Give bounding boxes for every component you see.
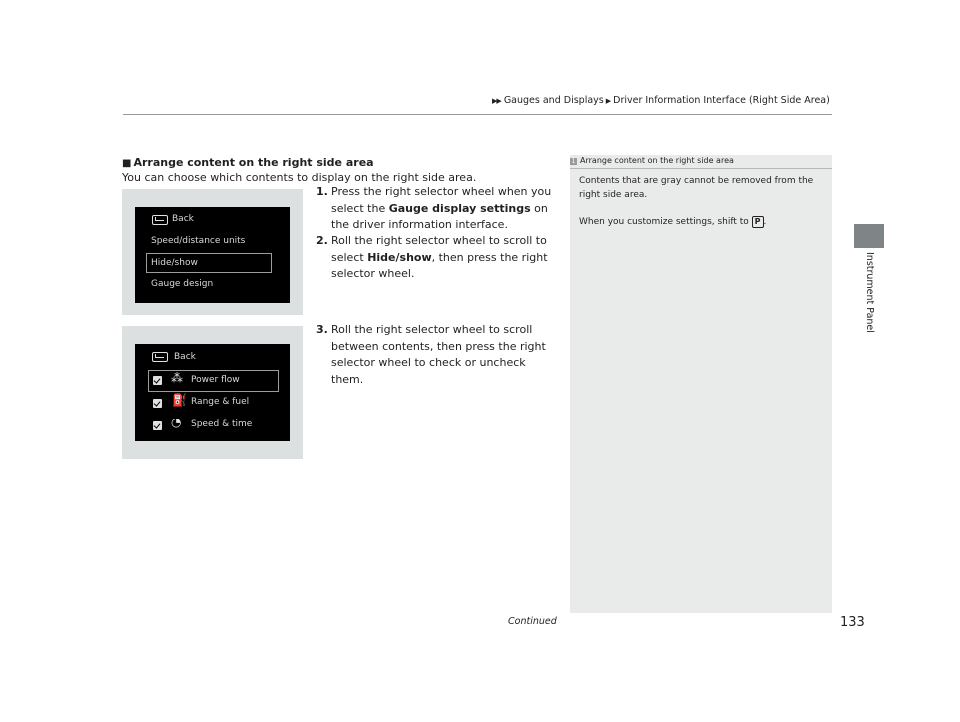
chapter-label-text: Instrument Panel — [864, 252, 875, 333]
breadcrumb-item[interactable]: Gauges and Displays — [503, 95, 604, 106]
breadcrumb-item[interactable]: Driver Information Interface (Right Side Area) — [613, 95, 830, 106]
park-key-icon: P — [752, 216, 764, 228]
menu-item-speed-distance[interactable]: Speed/distance units — [151, 236, 246, 246]
breadcrumb — [492, 95, 830, 106]
step-text: Roll the right selector wheel to scroll between contents, then press the right selector wheel to check or uncheck them. — [331, 323, 546, 386]
page-number: 133 — [840, 615, 865, 630]
step-number: 2. — [316, 234, 328, 247]
back-icon — [152, 352, 168, 362]
partial-row-clip — [135, 419, 290, 433]
square-bullet-icon: ■ — [122, 158, 132, 169]
checkbox-checked-icon[interactable] — [153, 376, 162, 385]
note-paragraph-2: When you customize settings, shift to P . — [579, 217, 767, 227]
step-number: 3. — [316, 323, 328, 336]
section-heading — [122, 156, 374, 169]
speedometer-icon: ◔ — [171, 419, 182, 429]
menu-item-range-fuel[interactable]: Range & fuel — [191, 397, 250, 407]
menu-item-hide-show[interactable]: Hide/show — [151, 258, 198, 268]
power-flow-icon: ⁂ — [171, 371, 183, 385]
note-marker-icon: 1 — [571, 158, 576, 165]
header-rule — [123, 114, 832, 115]
display-screen — [135, 344, 290, 441]
checkbox-checked-icon[interactable] — [153, 421, 162, 430]
back-icon — [152, 215, 168, 225]
step-2 — [316, 233, 566, 293]
note-rule — [570, 168, 832, 169]
menu-item-back[interactable]: Back — [172, 214, 194, 224]
chapter-label — [853, 252, 883, 342]
display-screen — [135, 207, 290, 303]
double-triangle-icon: ▶▶ — [492, 97, 501, 105]
fuel-pump-icon: ⛽ — [172, 393, 187, 407]
menu-item-gauge-design[interactable]: Gauge design — [151, 279, 214, 289]
menu-item-speed-time[interactable]: Speed & time — [191, 419, 253, 429]
step-3 — [316, 322, 566, 386]
menu-item-back[interactable]: Back — [174, 352, 196, 362]
menu-item-power-flow[interactable]: Power flow — [191, 375, 240, 385]
step-text: Press the right selector wheel when you select the Gauge display settings on the driver information interface. — [331, 185, 552, 231]
chapter-tab — [854, 224, 884, 248]
continued-label: Continued — [508, 616, 557, 627]
checkbox-checked-icon[interactable] — [153, 399, 162, 408]
section-intro: You can choose which contents to display on the right side area. — [122, 171, 477, 184]
screen-image-1 — [122, 189, 303, 315]
step-number: 1. — [316, 185, 328, 198]
breadcrumb-separator-icon: ▶ — [605, 97, 612, 105]
note-paragraph-1: Contents that are gray cannot be removed from the right side area. — [579, 176, 814, 200]
section-heading-text: Arrange content on the right side area — [133, 156, 374, 169]
screen-image-2 — [122, 326, 303, 459]
step-text: Roll the right selector wheel to scroll to select Hide/show, then press the right selector wheel. — [331, 234, 548, 280]
note-title: 1 Arrange content on the right side area — [571, 156, 734, 165]
